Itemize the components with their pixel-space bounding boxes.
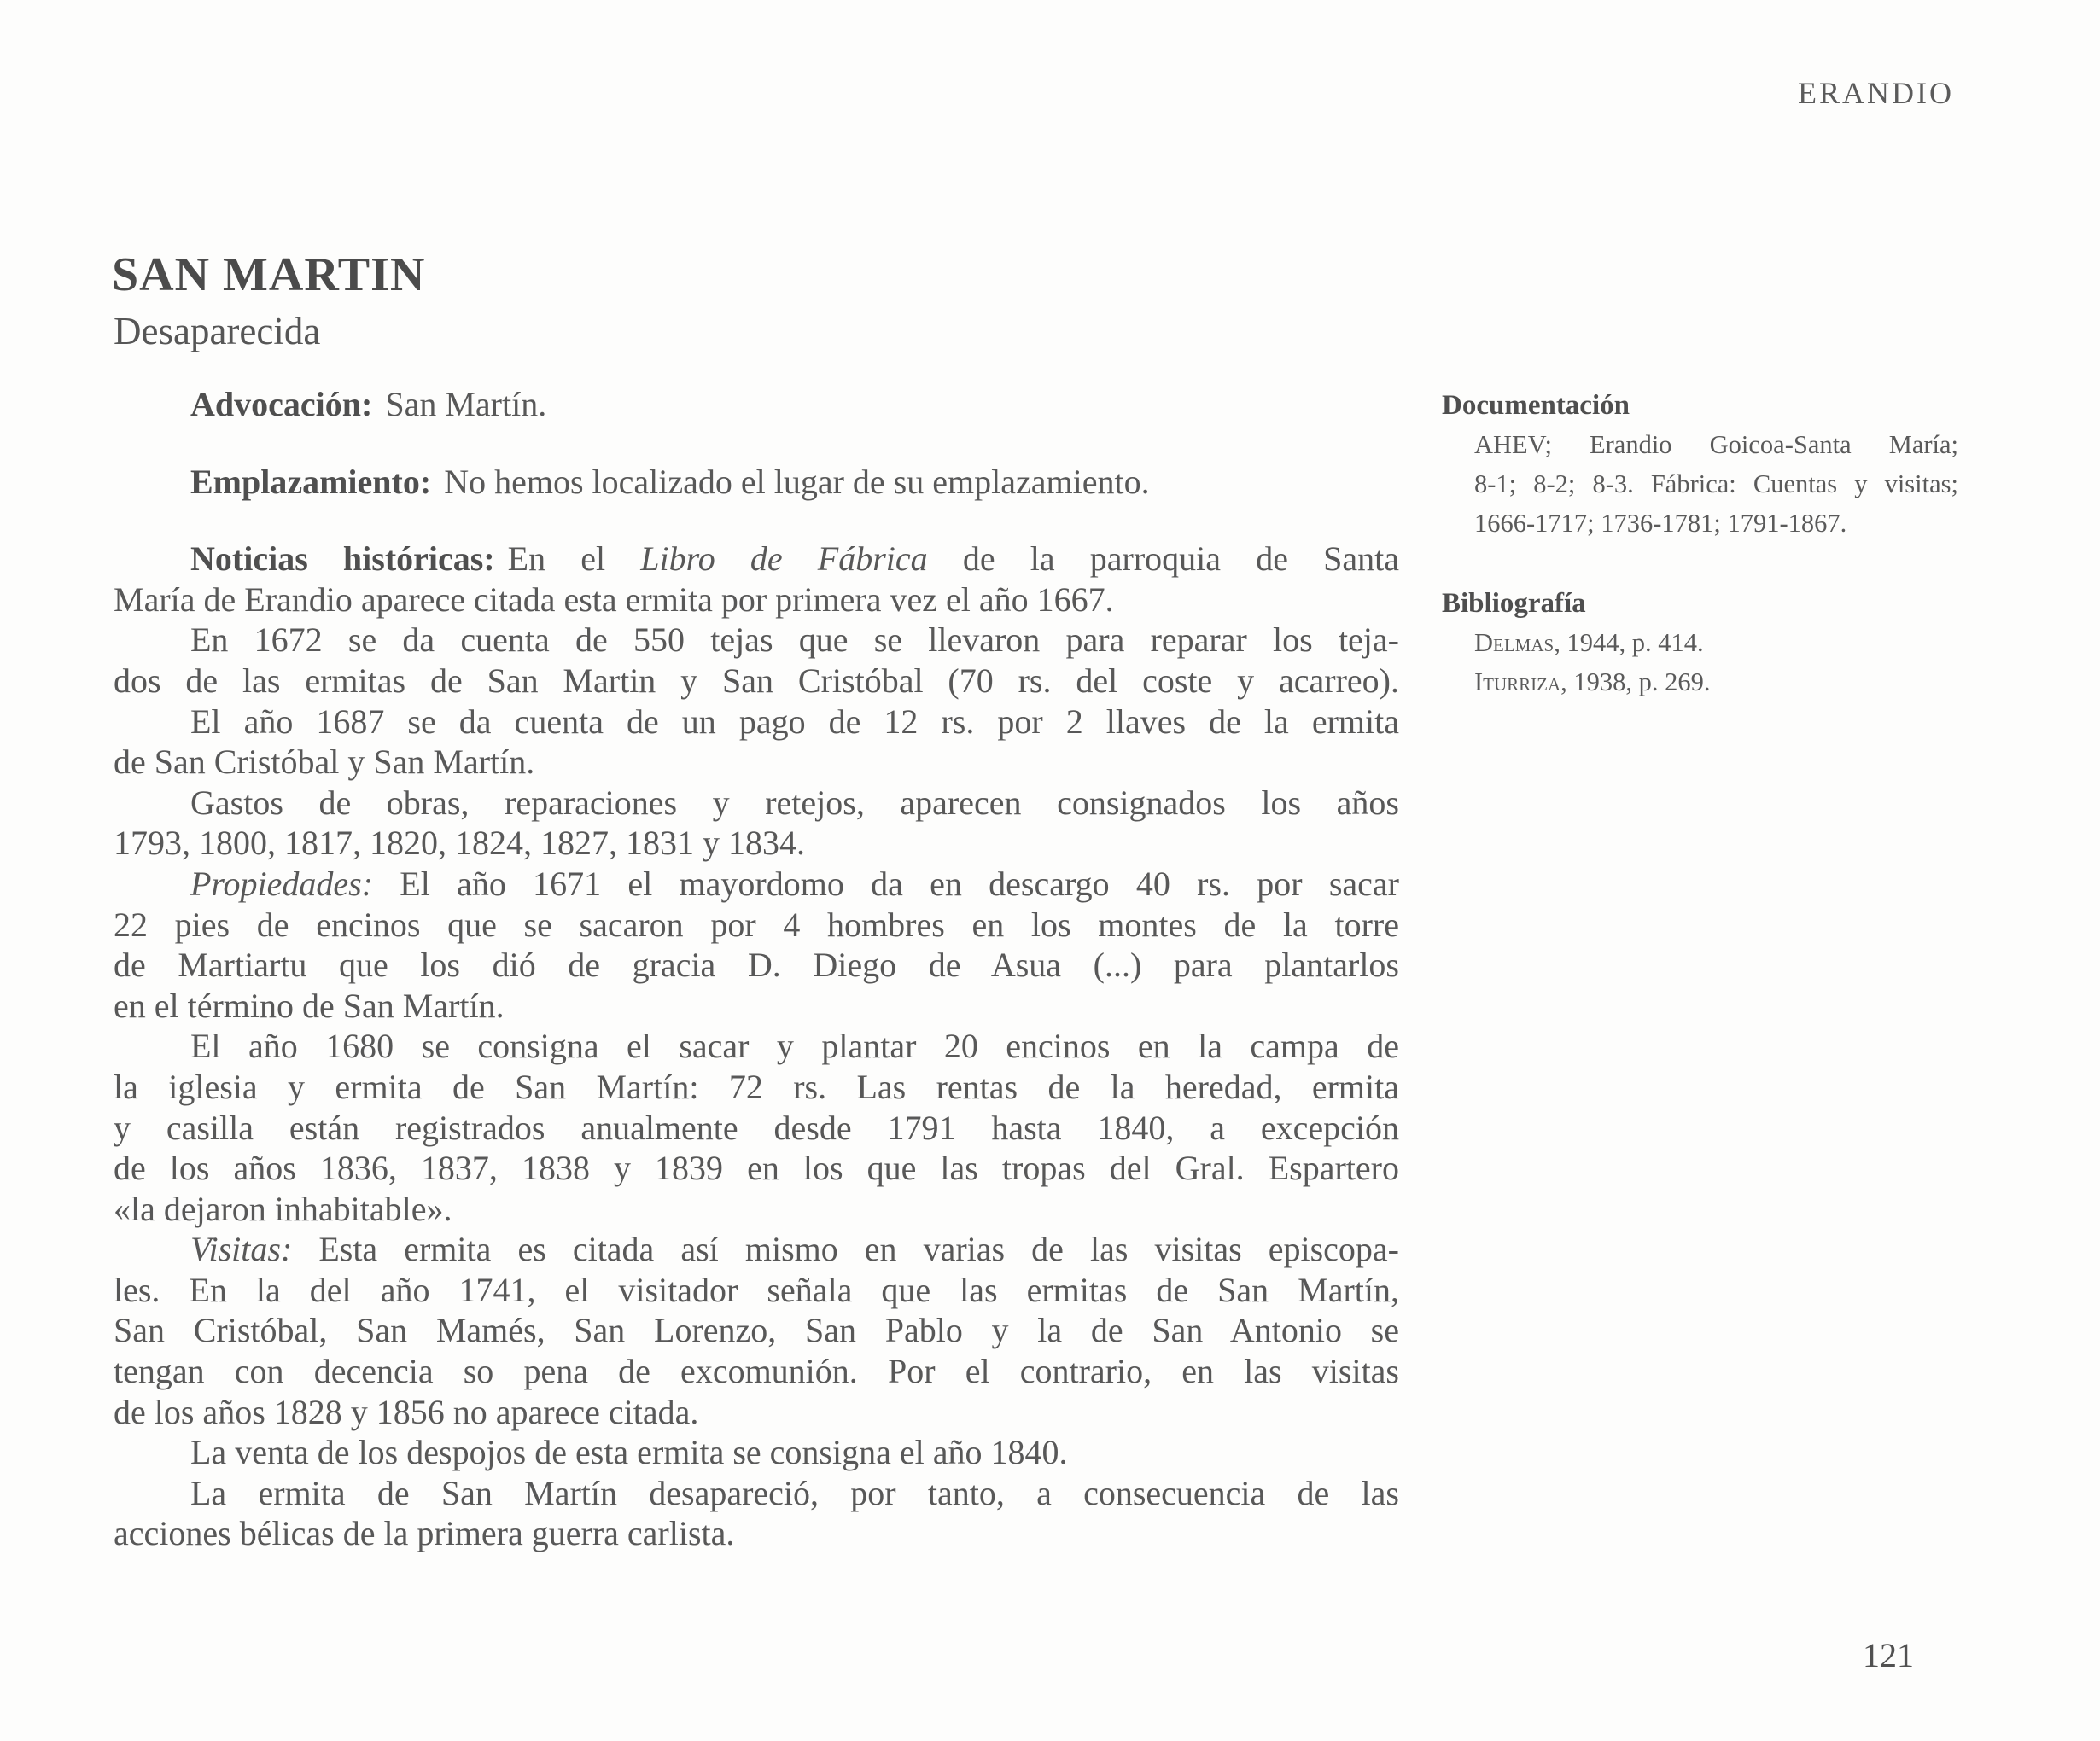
text-line xyxy=(114,1392,1399,1433)
text-segment: de Martiartu que los dió de gracia D. Diego de Asua (...) para plantarlos xyxy=(114,946,1399,985)
bold-label: Emplazamiento: xyxy=(190,462,432,501)
entry-status: Desaparecida xyxy=(114,310,321,352)
text-line xyxy=(114,742,1399,783)
text-line xyxy=(114,905,1399,946)
text-line xyxy=(114,1432,1399,1473)
text-segment: y casilla están registrados anualmente desde 1791 hasta 1840, a excepción xyxy=(114,1108,1399,1147)
text-line xyxy=(114,1148,1399,1189)
text-segment: , 1944, p. 414. xyxy=(1554,628,1704,657)
text-line xyxy=(114,945,1399,986)
text-line xyxy=(114,702,1399,742)
text-segment: de la parroquia de Santa xyxy=(927,539,1399,579)
text-segment: la iglesia y ermita de San Martín: 72 rs. Las rentas de la heredad, ermita xyxy=(114,1067,1399,1106)
text-segment: No hemos localizado el lugar de su emplazamiento. xyxy=(444,462,1150,501)
text-segment: 8-1; 8-2; 8-3. Fábrica: Cuentas y visitas; xyxy=(1474,469,1958,498)
text-segment: les. En la del año 1741, el visitador señala que las ermitas de San Martín, xyxy=(114,1270,1399,1309)
bold-label: Noticias históricas: xyxy=(190,539,495,579)
text-line xyxy=(1474,425,1958,464)
text-segment: La venta de los despojos de esta ermita se consigna el año 1840. xyxy=(190,1433,1068,1472)
text-segment: El año 1687 se da cuenta de un pago de 12 rs. por 2 llaves de la ermita xyxy=(190,702,1399,741)
text-segment: En 1672 se da cuenta de 550 tejas que se llevaron para reparar los teja- xyxy=(190,620,1399,660)
text-line xyxy=(114,783,1399,824)
italic-label: Libro de Fábrica xyxy=(640,539,928,579)
reference-sidebar xyxy=(1442,386,1958,702)
text-segment: San Cristóbal, San Mamés, San Lorenzo, San Pablo y la de San Antonio se xyxy=(114,1311,1399,1350)
text-line xyxy=(114,579,1399,620)
text-segment: , 1938, p. 269. xyxy=(1560,667,1711,696)
text-segment: de San Cristóbal y San Martín. xyxy=(114,742,535,782)
text-line xyxy=(114,1067,1399,1108)
text-line xyxy=(114,462,1399,503)
smallcaps-author: Delmas xyxy=(1474,628,1555,657)
text-segment: de los años 1828 y 1856 no aparece citada. xyxy=(114,1392,699,1431)
running-header: ERANDIO xyxy=(1798,76,1954,110)
text-line xyxy=(114,539,1399,579)
text-segment: «la dejaron inhabitable». xyxy=(114,1189,452,1228)
text-segment: de los años 1836, 1837, 1838 y 1839 en los que las tropas del Gral. Espartero xyxy=(114,1149,1399,1188)
section-heading-documentacion: Documentación xyxy=(1442,390,1630,421)
text-line xyxy=(1474,623,1958,662)
text-segment: Esta ermita es citada así mismo en varias de las visitas episcopa- xyxy=(292,1230,1399,1269)
bold-label: Advocación: xyxy=(190,385,373,423)
text-segment: 22 pies de encinos que se sacaron por 4 hombres en los montes de la torre xyxy=(114,905,1399,944)
text-line xyxy=(1474,504,1958,543)
smallcaps-author: Iturriza xyxy=(1474,667,1561,696)
text-segment: Gastos de obras, reparaciones y retejos, aparecen consignados los años xyxy=(190,783,1399,822)
text-line xyxy=(114,1189,1399,1230)
text-line xyxy=(114,823,1399,864)
text-line xyxy=(114,384,1399,425)
text-line xyxy=(114,1513,1399,1554)
text-line xyxy=(114,1229,1399,1270)
page-number: 121 xyxy=(1863,1636,1914,1674)
text-segment: dos de las ermitas de San Martin y San Cristóbal (70 rs. del coste y acarreo). xyxy=(114,661,1399,700)
text-segment: tengan con decencia so pena de excomunión. Por el contrario, en las visitas xyxy=(114,1352,1399,1391)
text-segment: 1793, 1800, 1817, 1820, 1824, 1827, 1831 y 1834. xyxy=(114,824,805,863)
text-line xyxy=(114,1026,1399,1067)
italic-label: Propiedades: xyxy=(190,864,374,903)
text-line xyxy=(114,1310,1399,1351)
text-line xyxy=(114,864,1399,905)
text-segment: en el término de San Martín. xyxy=(114,986,505,1025)
text-line xyxy=(114,661,1399,702)
text-segment: acciones bélicas de la primera guerra carlista. xyxy=(114,1514,735,1553)
text-line xyxy=(114,1270,1399,1311)
text-line xyxy=(1474,464,1958,504)
text-segment: La ermita de San Martín desapareció, por tanto, a consecuencia de las xyxy=(190,1473,1399,1512)
text-segment: El año 1671 el mayordomo da en descargo 40 rs. por sacar xyxy=(373,864,1399,903)
text-line xyxy=(114,1351,1399,1392)
text-segment: AHEV; Erandio Goicoa-Santa María; xyxy=(1474,430,1958,459)
entry-title: SAN MARTIN xyxy=(112,248,426,301)
text-line xyxy=(114,1473,1399,1514)
section-heading-bibliografia: Bibliografía xyxy=(1442,588,1586,619)
text-segment: En el xyxy=(507,539,641,579)
main-text-column xyxy=(114,384,1399,1554)
bibliography-entries xyxy=(1442,623,1958,702)
text-line xyxy=(114,986,1399,1027)
documentation-text xyxy=(1442,425,1958,543)
text-segment: El año 1680 se consigna el sacar y plantar 20 encinos en la campa de xyxy=(190,1027,1399,1066)
italic-label: Visitas: xyxy=(190,1230,293,1269)
text-line xyxy=(114,1108,1399,1149)
text-line xyxy=(1474,662,1958,702)
text-segment: 1666-1717; 1736-1781; 1791-1867. xyxy=(1474,509,1847,538)
text-segment: María de Erandio aparece citada esta ermita por primera vez el año 1667. xyxy=(114,579,1114,619)
text-segment: San Martín. xyxy=(385,385,547,423)
text-line xyxy=(114,620,1399,661)
